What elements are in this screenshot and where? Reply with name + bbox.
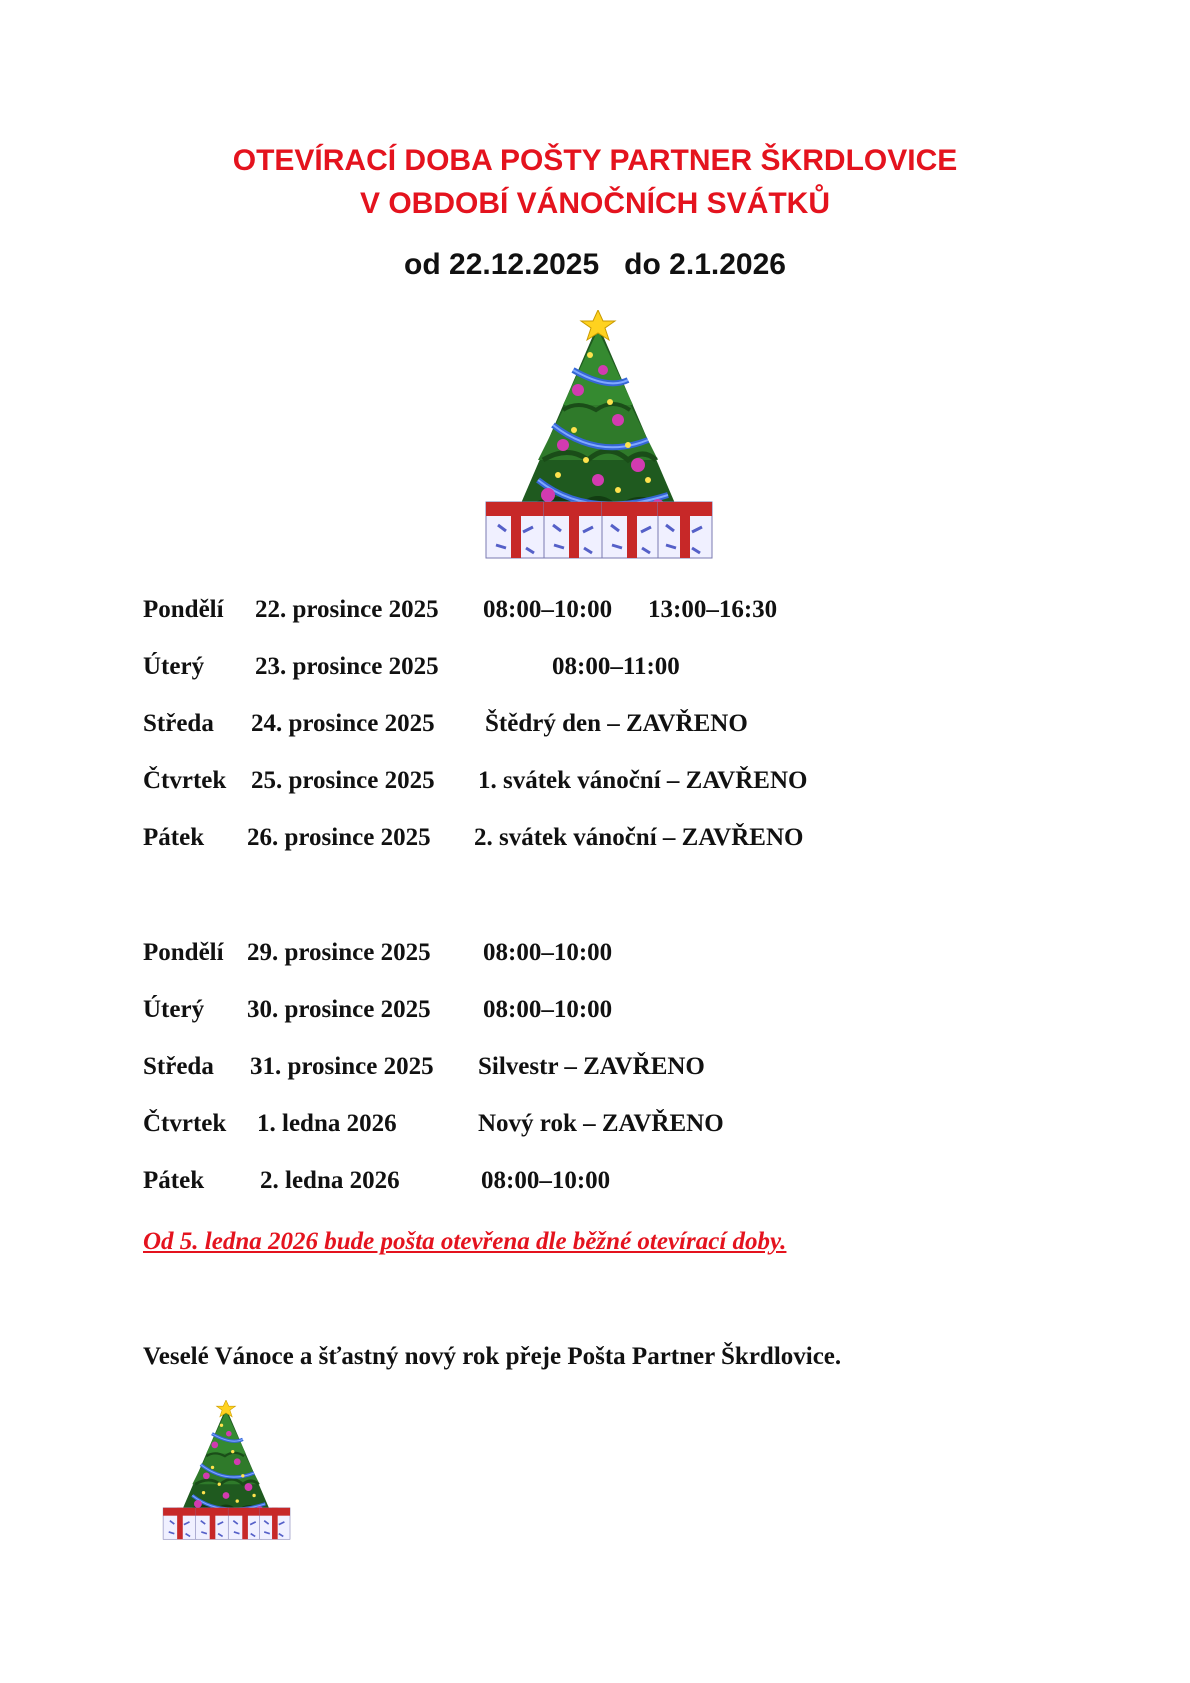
schedule-hours: Nový rok – ZAVŘENO <box>478 1110 724 1137</box>
schedule-date: 29. prosince 2025 <box>247 939 431 966</box>
schedule-day: Pátek <box>143 824 205 851</box>
schedule-day: Pondělí <box>143 596 224 623</box>
schedule-date: 31. prosince 2025 <box>250 1053 434 1080</box>
christmas-tree-with-gifts-icon <box>478 310 718 570</box>
schedule-day: Čtvrtek <box>143 767 227 794</box>
schedule-hours: Silvestr – ZAVŘENO <box>478 1053 705 1080</box>
greeting-text: Veselé Vánoce a šťastný nový rok přeje Pošta Partner Škrdlovice. <box>143 1343 842 1370</box>
schedule-day: Pátek <box>143 1167 205 1194</box>
schedule-hours-afternoon: 13:00–16:30 <box>648 596 778 623</box>
schedule-hours: 08:00–10:00 <box>483 596 613 623</box>
schedule-date: 1. ledna 2026 <box>257 1110 397 1137</box>
heading-line-2: V OBDOBÍ VÁNOČNÍCH SVÁTKŮ <box>359 187 831 220</box>
christmas-tree-with-gifts-icon <box>158 1400 294 1546</box>
date-range: od 22.12.2025 do 2.1.2026 <box>404 248 786 281</box>
schedule-day: Čtvrtek <box>143 1110 227 1137</box>
schedule-hours: 08:00–11:00 <box>552 653 680 680</box>
schedule-day: Úterý <box>143 996 205 1023</box>
schedule-date: 30. prosince 2025 <box>247 996 431 1023</box>
schedule-hours: 2. svátek vánoční – ZAVŘENO <box>474 824 804 851</box>
schedule-day: Středa <box>143 710 214 737</box>
schedule-day: Pondělí <box>143 939 224 966</box>
schedule-hours: 08:00–10:00 <box>481 1167 611 1194</box>
schedule-date: 23. prosince 2025 <box>255 653 439 680</box>
heading-line-1: OTEVÍRACÍ DOBA POŠTY PARTNER ŠKRDLOVICE <box>232 144 958 177</box>
regular-hours-notice: Od 5. ledna 2026 bude pošta otevřena dle běžné otevírací doby. <box>143 1228 787 1255</box>
schedule-hours: Štědrý den – ZAVŘENO <box>485 710 748 737</box>
schedule-hours: 1. svátek vánoční – ZAVŘENO <box>478 767 808 794</box>
schedule-hours: 08:00–10:00 <box>483 939 613 966</box>
schedule-day: Středa <box>143 1053 214 1080</box>
schedule-date: 2. ledna 2026 <box>260 1167 400 1194</box>
schedule-date: 25. prosince 2025 <box>251 767 435 794</box>
schedule-date: 22. prosince 2025 <box>255 596 439 623</box>
schedule-date: 24. prosince 2025 <box>251 710 435 737</box>
schedule-date: 26. prosince 2025 <box>247 824 431 851</box>
schedule-hours: 08:00–10:00 <box>483 996 613 1023</box>
schedule-day: Úterý <box>143 653 205 680</box>
